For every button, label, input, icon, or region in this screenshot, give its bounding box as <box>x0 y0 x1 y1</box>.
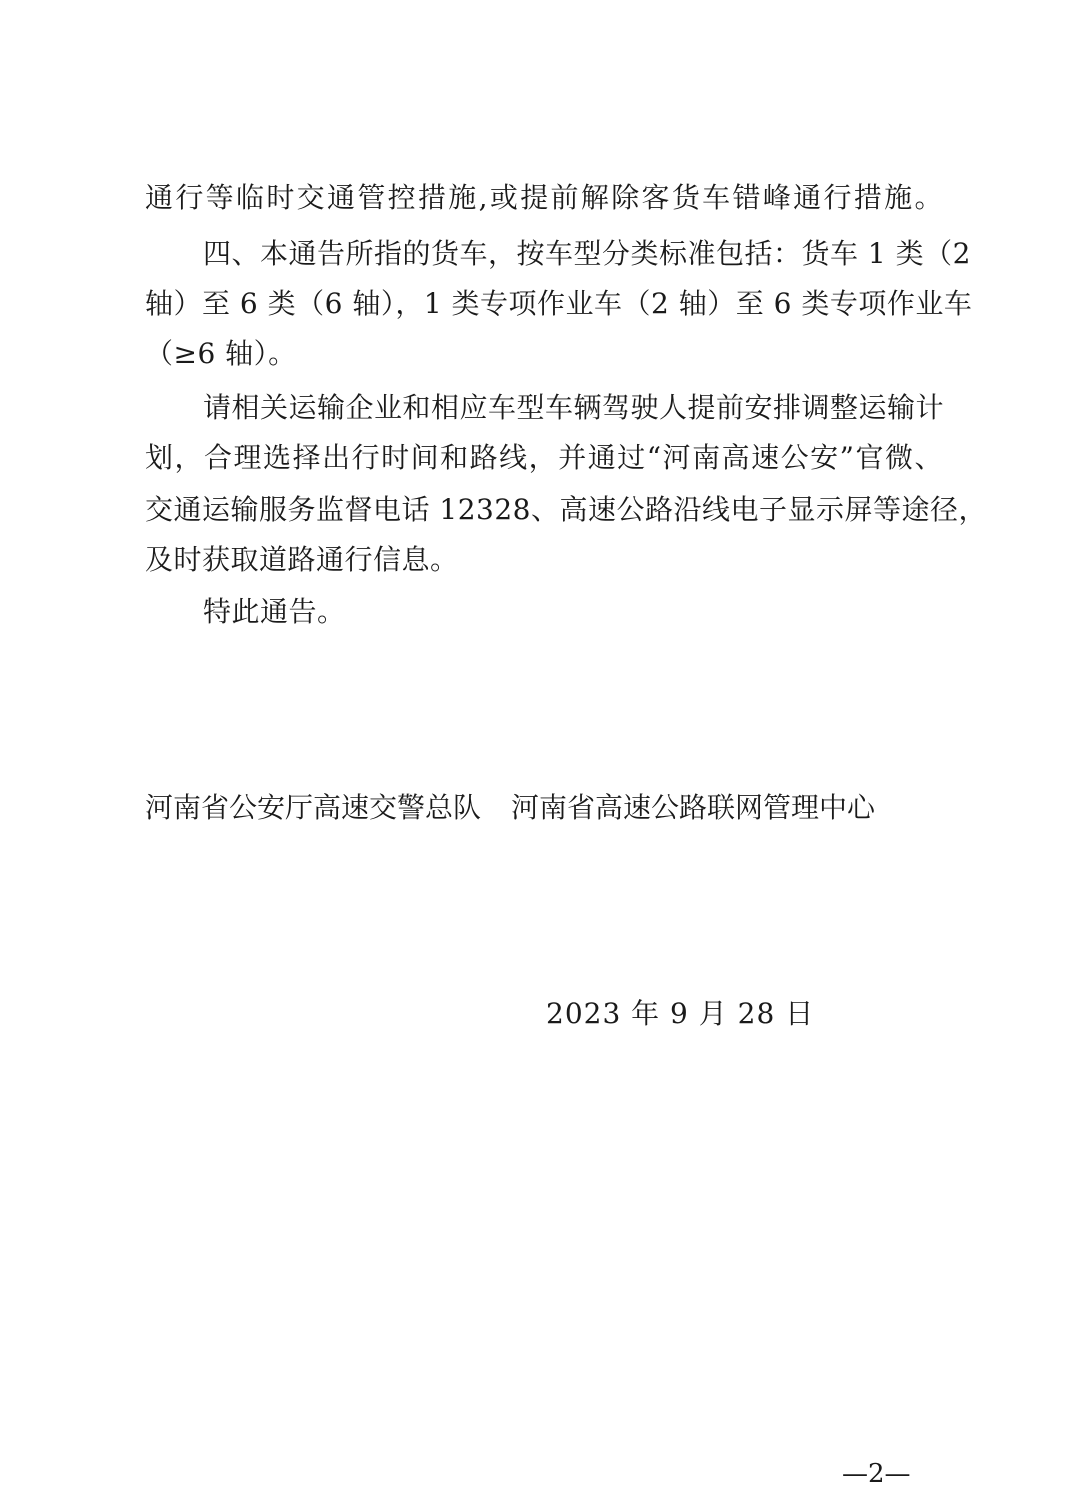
paragraph-4-line-1: 四、本通告所指的货车，按车型分类标准包括：货车 1 类（2 <box>203 237 971 270</box>
paragraph-4-line-3: （≥6 轴）。 <box>145 337 297 370</box>
paragraph-request-line-1: 请相关运输企业和相应车型车辆驾驶人提前安排调整运输计 <box>203 391 945 424</box>
paragraph-request-line-3: 交通运输服务监督电话 12328、高速公路沿线电子显示屏等途径， <box>145 493 987 526</box>
paragraph-request-line-2: 划，合理选择出行时间和路线，并通过“河南高速公安”官微、 <box>145 441 943 474</box>
issue-date: 2023 年 9 月 28 日 <box>546 997 815 1030</box>
signature-block <box>145 790 875 826</box>
signature-org-highway-center: 河南省高速公路联网管理中心 <box>511 791 876 824</box>
page-number: —2— <box>842 1459 911 1489</box>
body-line-1: 通行等临时交通管控措施,或提前解除客货车错峰通行措施。 <box>145 181 943 214</box>
closing-statement: 特此通告。 <box>203 595 346 628</box>
paragraph-4-line-2: 轴）至 6 类（6 轴），1 类专项作业车（2 轴）至 6 类专项作业车 <box>145 287 973 320</box>
paragraph-request-line-4: 及时获取道路通行信息。 <box>145 543 459 576</box>
signature-org-traffic-police: 河南省公安厅高速交警总队 <box>145 791 482 824</box>
